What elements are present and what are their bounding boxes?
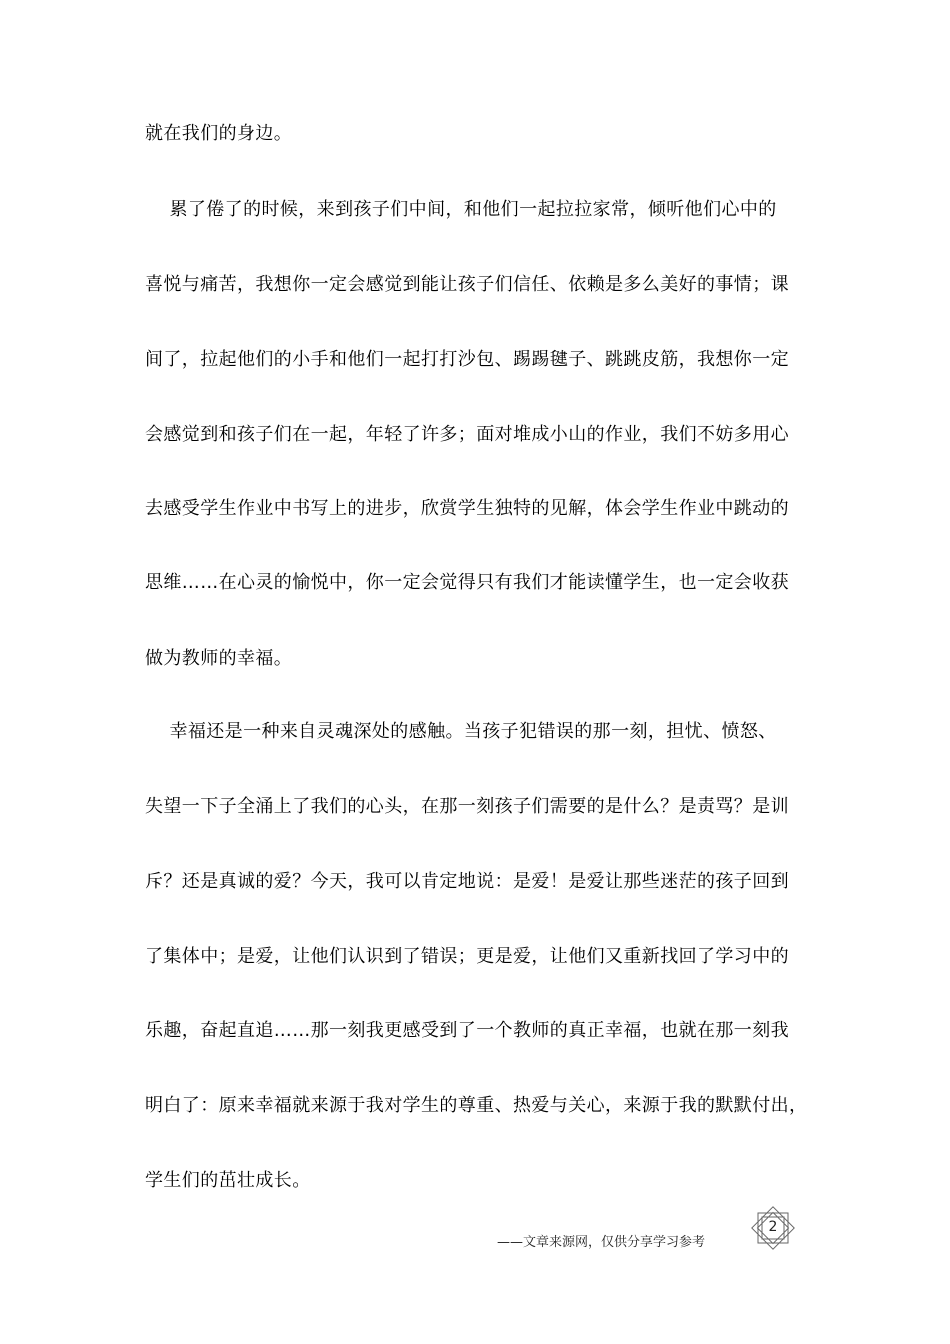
text-line: 做为教师的幸福。 — [145, 648, 293, 669]
page-number: 2 — [768, 1219, 778, 1235]
footer-source-note: ——文章来源网，仅供分享学习参考 — [497, 1235, 706, 1250]
text-line: 学生们的茁壮成长。 — [145, 1170, 311, 1191]
text-line: 斥？还是真诚的爱？今天，我可以肯定地说：是爱！是爱让那些迷茫的孩子回到 — [145, 871, 789, 892]
text-line: 失望一下子全涌上了我们的心头，在那一刻孩子们需要的是什么？是责骂？是训 — [145, 796, 789, 817]
text-line: 乐趣，奋起直追……那一刻我更感受到了一个教师的真正幸福，也就在那一刻我 — [145, 1020, 789, 1041]
text-line: 思维……在心灵的愉悦中，你一定会觉得只有我们才能读懂学生，也一定会收获 — [145, 572, 789, 593]
text-line: 会感觉到和孩子们在一起，年轻了许多；面对堆成小山的作业，我们不妨多用心 — [145, 424, 789, 445]
text-line: 明白了：原来幸福就来源于我对学生的尊重、热爱与关心，来源于我的默默付出， — [145, 1095, 808, 1116]
page-number-badge — [749, 1206, 797, 1250]
text-line: 了集体中；是爱，让他们认识到了错误；更是爱，让他们又重新找回了学习中的 — [145, 946, 789, 967]
text-line: 幸福还是一种来自灵魂深处的感触。当孩子犯错误的那一刻，担忧、愤怒、 — [145, 721, 777, 742]
text-line: 累了倦了的时候，来到孩子们中间，和他们一起拉拉家常，倾听他们心中的 — [145, 199, 777, 220]
text-line: 就在我们的身边。 — [145, 123, 293, 144]
text-line: 喜悦与痛苦，我想你一定会感觉到能让孩子们信任、依赖是多么美好的事情；课 — [145, 274, 789, 295]
text-line: 去感受学生作业中书写上的进步，欣赏学生独特的见解，体会学生作业中跳动的 — [145, 498, 789, 519]
text-line: 间了，拉起他们的小手和他们一起打打沙包、踢踢毽子、跳跳皮筋，我想你一定 — [145, 349, 789, 370]
